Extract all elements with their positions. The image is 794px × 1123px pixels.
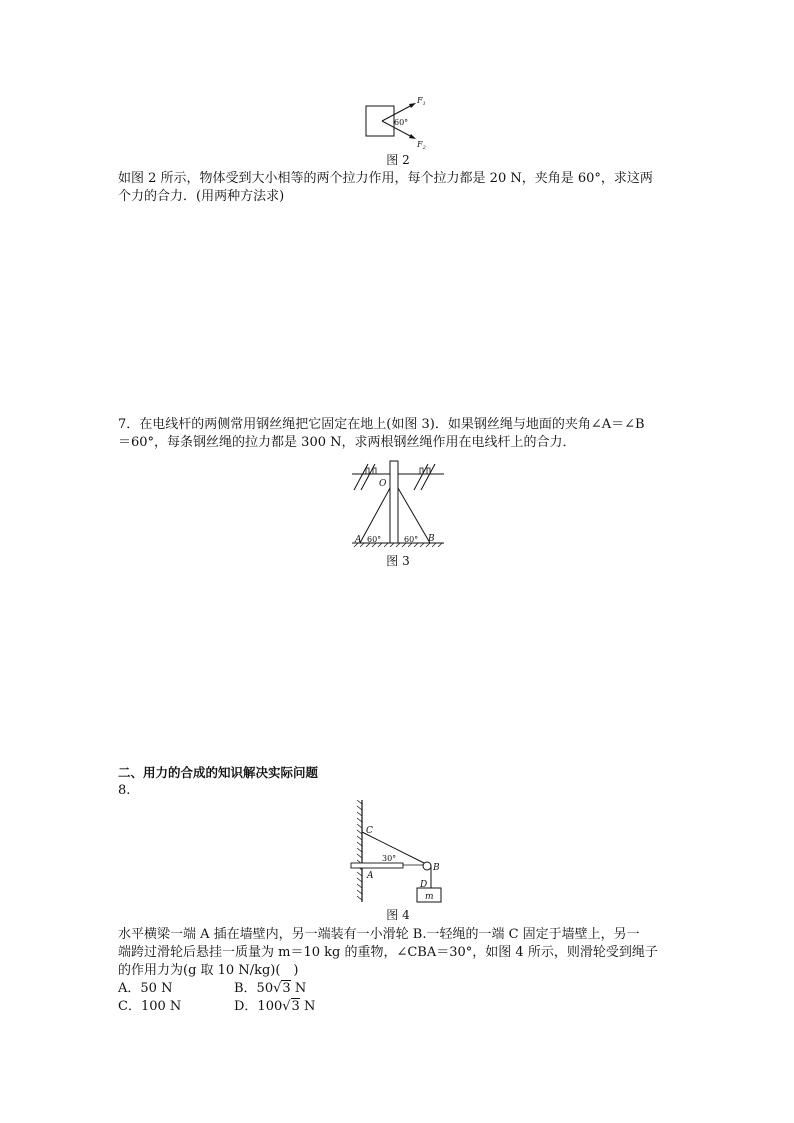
- figure-2: [360, 92, 450, 154]
- insulator: [373, 468, 376, 474]
- question-6-line-1: 如图 2 所示，物体受到大小相等的两个拉力作用，每个拉力都是 20 N，夹角是 60°，求这两: [118, 171, 653, 186]
- force-f2-label: $F_2$: [417, 140, 426, 151]
- question-7-line-2: ＝60°，每条钢丝绳的拉力都是 300 N，求两根钢丝绳作用在电线杆上的合力．: [118, 435, 576, 450]
- angle-label: 30°: [382, 854, 397, 863]
- figure-2-caption: 图 2: [386, 153, 410, 167]
- section-2-heading: 二、用力的合成的知识解决实际问题: [118, 765, 319, 780]
- figure-3: [348, 458, 448, 552]
- figure-4: [348, 798, 448, 906]
- figure-4-caption: 图 4: [386, 908, 410, 922]
- option-b-unit: N: [290, 981, 307, 996]
- question-8-line-1: 水平横梁一端 A 插在墙壁内，另一端装有一小滑轮 B.一轻绳的一端 C 固定于墙壁上，另一: [118, 927, 640, 942]
- block: [366, 106, 394, 136]
- question-8-line-2: 端跨过滑轮后悬挂一质量为 m＝10 kg 的重物，∠CBA＝30°，如图 4 所示，则滑轮受到绳子: [118, 945, 658, 960]
- option-c: C．100 N: [118, 999, 182, 1014]
- question-6-line-2: 个力的合力．(用两种方法求): [118, 189, 285, 204]
- sqrt-sign: √3: [282, 999, 300, 1014]
- question-7-line-1: 7．在电线杆的两侧常用钢丝绳把它固定在地上(如图 3)．如果钢丝绳与地面的夹角∠A＝∠B: [118, 417, 645, 432]
- utility-pole: [390, 461, 398, 543]
- horizontal-beam: [351, 863, 403, 868]
- force-f2-arrowhead: [409, 134, 416, 139]
- wall-hatch: [357, 800, 362, 900]
- angle-a-label: 60°: [367, 535, 382, 544]
- option-d-radicand: 3: [291, 999, 300, 1014]
- option-b: [234, 980, 306, 998]
- option-d-prefix: D．100: [234, 999, 283, 1014]
- angle-b-label: 60°: [404, 535, 419, 544]
- point-b-label: B: [428, 534, 435, 544]
- point-a-label: A: [355, 535, 362, 545]
- option-a: A．50 N: [118, 981, 173, 996]
- pulley: [423, 862, 431, 870]
- option-b-prefix: B．50: [234, 981, 274, 996]
- angle-label: 60°: [394, 118, 409, 127]
- force-f1-arrowhead: [409, 103, 416, 108]
- option-d-unit: N: [299, 999, 316, 1014]
- question-8-number: 8.: [118, 783, 131, 798]
- point-b-label: B: [433, 863, 440, 873]
- point-o-label: O: [379, 479, 387, 489]
- point-c-label: C: [366, 826, 373, 836]
- point-a-label: A: [367, 871, 374, 881]
- point-d-label: D: [420, 880, 428, 890]
- force-f1-label: $F_1$: [417, 96, 426, 107]
- option-b-radicand: 3: [282, 981, 291, 996]
- figure-3-caption: 图 3: [386, 554, 410, 568]
- mass-label: m: [425, 892, 434, 902]
- option-d: [234, 998, 315, 1016]
- insulator: [366, 468, 369, 474]
- question-8-line-3: 的作用力为(g 取 10 N/kg)( ): [118, 963, 299, 978]
- sqrt-sign: √3: [273, 981, 291, 996]
